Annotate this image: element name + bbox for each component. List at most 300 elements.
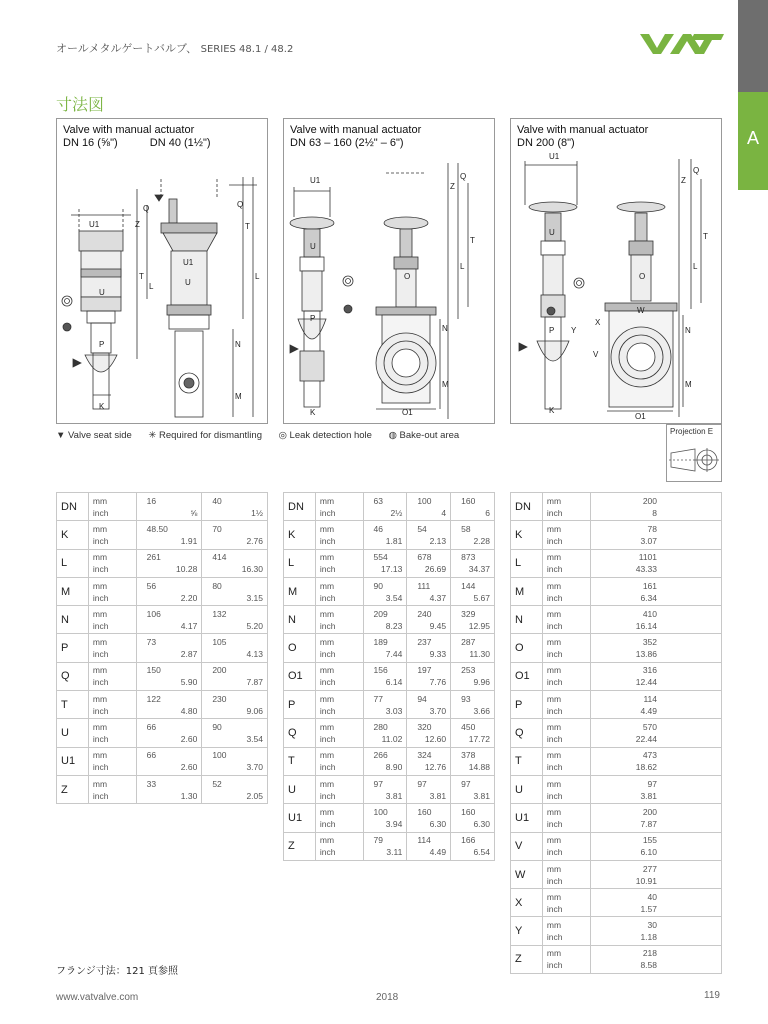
value-cell [590, 549, 721, 577]
param-cell: P [57, 634, 89, 662]
unit-mm: mm [546, 750, 562, 761]
value-inch: 3.07 [640, 535, 657, 546]
param-cell: U1 [511, 804, 543, 832]
unit-mm: mm [92, 778, 108, 789]
projection-label: Projection E [670, 427, 714, 436]
value-inch: 5.20 [246, 620, 263, 631]
table-row [511, 804, 722, 832]
unit-inch: inch [546, 677, 563, 688]
value-mm: 79 [373, 835, 383, 846]
value-inch: 3.94 [385, 818, 403, 829]
unit-mm: mm [319, 495, 335, 506]
value-mm: 200 [212, 665, 227, 676]
value-mm: 105 [212, 637, 227, 648]
value-inch: 6.34 [640, 592, 657, 603]
unit-inch: inch [92, 620, 109, 631]
value-inch: 6 [485, 507, 490, 518]
value-mm: 111 [417, 580, 431, 591]
dimension-table-dn63-160 [283, 492, 495, 861]
dim-label: U1 [89, 220, 100, 229]
value-inch: 18.62 [635, 762, 657, 773]
param-cell: M [57, 577, 89, 605]
value-inch: 1.81 [385, 535, 403, 546]
value-mm: 410 [642, 608, 657, 619]
vat-logo [640, 30, 724, 56]
dim-label: Q [143, 204, 150, 213]
value-mm: 473 [642, 750, 657, 761]
value-cell [136, 493, 202, 521]
value-inch: 6.30 [429, 818, 447, 829]
units-cell [542, 747, 590, 775]
param-cell: U [284, 775, 316, 803]
value-mm: 56 [146, 580, 157, 591]
panel-subtitle-dn40: DN 40 (1½") [149, 137, 211, 149]
units-cell [315, 719, 363, 747]
unit-inch: inch [546, 705, 563, 716]
value-mm: 122 [146, 693, 161, 704]
units-cell [542, 549, 590, 577]
value-mm: 160 [461, 806, 476, 817]
value-cell [451, 662, 495, 690]
value-inch: 11.02 [381, 734, 403, 745]
value-cell [407, 662, 451, 690]
value-mm: 237 [417, 637, 432, 648]
table-header-row [511, 493, 722, 521]
unit-mm: mm [546, 948, 562, 959]
table-row [284, 662, 495, 690]
value-mm: 450 [461, 722, 476, 733]
units-cell [88, 493, 136, 521]
param-cell: P [284, 691, 316, 719]
value-inch: 2.05 [246, 790, 263, 801]
param-cell: K [284, 521, 316, 549]
value-cell [202, 549, 268, 577]
footer-year: 2018 [376, 992, 399, 1003]
side-tab-section[interactable] [738, 92, 768, 190]
table-row [284, 775, 495, 803]
value-inch: 8.90 [385, 762, 403, 773]
value-mm: 66 [146, 750, 157, 761]
value-inch: 3.15 [246, 592, 263, 603]
value-inch: 6.54 [473, 847, 490, 858]
table-row [57, 577, 268, 605]
value-cell [202, 775, 268, 803]
value-cell [136, 577, 202, 605]
unit-inch: inch [319, 564, 336, 575]
param-cell: O1 [284, 662, 316, 690]
value-cell [590, 832, 721, 860]
panel-heading: Valve with manual actuator [517, 124, 649, 136]
unit-mm: mm [546, 608, 562, 619]
table-row [511, 945, 722, 973]
dim-label: K [549, 406, 555, 415]
unit-inch: inch [546, 847, 563, 858]
unit-mm: mm [319, 835, 335, 846]
dimension-table-dn16-40 [56, 492, 268, 804]
panel-subtitle: DN 63 – 160 (2½" – 6") [290, 137, 404, 149]
unit-mm: mm [319, 806, 335, 817]
value-inch: 17.72 [468, 734, 490, 745]
panel-heading: Valve with manual actuator [290, 124, 422, 136]
param-cell: Q [511, 719, 543, 747]
table-row [511, 889, 722, 917]
drawing-panel-dn63-160 [283, 118, 495, 424]
value-cell [590, 775, 721, 803]
dim-label: V [593, 350, 599, 359]
value-cell [407, 804, 451, 832]
unit-mm: mm [92, 665, 108, 676]
table-row [511, 747, 722, 775]
unit-inch: inch [546, 535, 563, 546]
unit-inch: inch [319, 762, 336, 773]
value-inch: 10.91 [635, 875, 657, 886]
header-series: SERIES 48.1 / 48.2 [200, 44, 294, 55]
value-mm: 320 [417, 722, 432, 733]
units-cell [542, 691, 590, 719]
table-row [284, 606, 495, 634]
value-mm: 253 [461, 665, 476, 676]
value-cell [590, 493, 721, 521]
table-row [511, 549, 722, 577]
unit-inch: inch [92, 762, 109, 773]
unit-inch: inch [546, 734, 563, 745]
table-row [57, 662, 268, 690]
value-cell [136, 606, 202, 634]
units-cell [542, 945, 590, 973]
unit-inch: inch [319, 818, 336, 829]
value-inch: 3.03 [385, 705, 403, 716]
value-cell [363, 775, 407, 803]
unit-mm: mm [546, 891, 562, 902]
value-cell [451, 747, 495, 775]
value-cell [202, 691, 268, 719]
units-cell [88, 691, 136, 719]
projection-e-icon [667, 439, 723, 483]
value-inch: ⅝ [190, 507, 198, 518]
value-mm: 166 [461, 835, 476, 846]
dim-label: X [595, 318, 601, 327]
value-inch: 1½ [251, 507, 263, 518]
value-inch: 2.20 [180, 592, 198, 603]
value-inch: 9.06 [246, 705, 263, 716]
drawing-legend [56, 430, 473, 441]
units-cell [542, 804, 590, 832]
value-mm: 197 [417, 665, 432, 676]
unit-mm: mm [319, 523, 335, 534]
param-cell: L [284, 549, 316, 577]
header-title-jp: オールメタルゲートバルブ、 [56, 42, 198, 55]
dim-label: U1 [310, 176, 321, 185]
table-row [284, 804, 495, 832]
value-cell [407, 606, 451, 634]
value-inch: 3.11 [386, 847, 403, 858]
technical-drawing-3 [511, 119, 723, 425]
value-cell [590, 634, 721, 662]
unit-inch: inch [319, 535, 336, 546]
value-mm: 46 [373, 523, 383, 534]
units-cell [88, 719, 136, 747]
section-title: 寸法図 [56, 95, 105, 114]
unit-mm: mm [319, 722, 335, 733]
param-cell: X [511, 889, 543, 917]
value-mm: 97 [373, 778, 383, 789]
units-cell [315, 775, 363, 803]
value-cell [136, 634, 202, 662]
dim-label: Q [693, 166, 700, 175]
param-cell: N [284, 606, 316, 634]
value-mm: 90 [212, 722, 222, 733]
value-inch: 3.70 [429, 705, 447, 716]
value-mm: 16 [146, 495, 157, 506]
value-inch: 8.58 [640, 960, 657, 971]
units-cell [542, 889, 590, 917]
dim-label: Z [450, 182, 455, 191]
value-mm: 54 [417, 523, 427, 534]
value-mm: 155 [642, 835, 657, 846]
value-cell [363, 691, 407, 719]
table-row [284, 634, 495, 662]
dim-label: T [470, 236, 475, 245]
unit-mm: mm [546, 920, 562, 931]
projection-box [666, 424, 722, 482]
value-cell [363, 747, 407, 775]
value-cell [407, 719, 451, 747]
param-cell: Q [57, 662, 89, 690]
value-mm: 352 [642, 637, 657, 648]
param-cell: M [511, 577, 543, 605]
value-mm: 218 [642, 948, 657, 959]
value-cell [451, 775, 495, 803]
table-row [284, 747, 495, 775]
unit-mm: mm [92, 608, 108, 619]
units-cell [315, 606, 363, 634]
value-cell [363, 606, 407, 634]
value-mm: 324 [417, 750, 432, 761]
dim-label: U [99, 288, 105, 297]
value-mm: 209 [373, 608, 388, 619]
unit-inch: inch [319, 649, 336, 660]
value-cell [590, 889, 721, 917]
units-cell [88, 606, 136, 634]
value-inch: 12.44 [635, 677, 657, 688]
technical-drawing-2 [284, 119, 496, 425]
unit-mm: mm [319, 608, 335, 619]
param-cell: U [57, 719, 89, 747]
unit-mm: mm [546, 665, 562, 676]
param-cell: Z [57, 775, 89, 803]
value-cell [202, 606, 268, 634]
value-inch: 2.60 [180, 734, 198, 745]
value-mm: 554 [373, 552, 388, 563]
dim-label: O [639, 272, 646, 281]
dim-label: M [685, 380, 692, 389]
dim-label: P [549, 326, 555, 335]
dim-label: N [235, 340, 241, 349]
unit-inch: inch [92, 705, 109, 716]
unit-inch: inch [546, 507, 563, 518]
value-inch: 7.87 [246, 677, 263, 688]
dim-label: T [703, 232, 708, 241]
value-inch: 2.76 [246, 535, 263, 546]
param-cell: V [511, 832, 543, 860]
dim-label: O [404, 272, 411, 281]
value-inch: 4.37 [429, 592, 447, 603]
value-inch: 34.37 [468, 564, 490, 575]
panel-heading: Valve with manual actuator [63, 124, 195, 136]
dim-label: K [310, 408, 316, 417]
unit-inch: inch [546, 649, 563, 660]
unit-inch: inch [319, 705, 336, 716]
value-inch: 5.67 [473, 592, 490, 603]
table-row [284, 832, 495, 860]
value-cell [363, 577, 407, 605]
unit-mm: mm [546, 523, 562, 534]
value-mm: 97 [461, 778, 471, 789]
value-inch: 3.54 [246, 734, 263, 745]
unit-mm: mm [319, 778, 335, 789]
value-cell [590, 860, 721, 888]
value-cell [590, 521, 721, 549]
value-cell [136, 747, 202, 775]
value-inch: 16.30 [241, 564, 263, 575]
value-inch: 9.33 [429, 649, 447, 660]
table-row [511, 832, 722, 860]
value-cell [136, 775, 202, 803]
units-cell [88, 775, 136, 803]
value-mm: 160 [417, 806, 432, 817]
dim-label: N [685, 326, 691, 335]
unit-inch: inch [92, 535, 109, 546]
param-cell: N [57, 606, 89, 634]
dim-label: Z [681, 176, 686, 185]
value-inch: 2½ [390, 507, 403, 518]
value-cell [202, 493, 268, 521]
units-cell [542, 577, 590, 605]
value-mm: 316 [642, 665, 657, 676]
units-cell [315, 691, 363, 719]
table-row [511, 860, 722, 888]
value-inch: 5.90 [180, 677, 198, 688]
drawing-panel-dn16-40 [56, 118, 268, 424]
flange-footnote: フランジ寸法：121 頁参照 [56, 966, 179, 977]
table-row [284, 521, 495, 549]
value-inch: 4 [441, 507, 447, 518]
value-inch: 2.60 [180, 762, 198, 773]
value-inch: 8 [652, 507, 657, 518]
unit-inch: inch [546, 564, 563, 575]
value-mm: 200 [642, 806, 657, 817]
param-cell: L [511, 549, 543, 577]
value-inch: 3.54 [385, 592, 403, 603]
value-cell [136, 662, 202, 690]
value-inch: 12.76 [424, 762, 447, 773]
value-cell [363, 804, 407, 832]
value-inch: 10.28 [176, 564, 198, 575]
table-header-row [57, 493, 268, 521]
value-cell [407, 747, 451, 775]
value-cell [590, 747, 721, 775]
unit-mm: mm [319, 693, 335, 704]
value-cell [451, 719, 495, 747]
value-cell [407, 549, 451, 577]
value-inch: 16.14 [635, 620, 657, 631]
value-mm: 90 [373, 580, 383, 591]
unit-inch: inch [546, 592, 563, 603]
unit-inch: inch [546, 790, 563, 801]
dim-label: U [549, 228, 555, 237]
dim-label: Q [460, 172, 467, 181]
dim-label: U1 [549, 152, 560, 161]
unit-mm: mm [92, 580, 108, 591]
dim-label: U1 [183, 258, 194, 267]
unit-mm: mm [546, 835, 562, 846]
value-cell [363, 832, 407, 860]
dim-label: K [99, 402, 105, 411]
value-cell [590, 691, 721, 719]
dim-label: L [255, 272, 260, 281]
value-cell [202, 634, 268, 662]
dim-label: T [245, 222, 250, 231]
value-mm: 277 [642, 863, 657, 874]
unit-mm: mm [92, 722, 108, 733]
value-mm: 150 [146, 665, 161, 676]
value-mm: 73 [146, 637, 157, 648]
footer-url[interactable]: www.vatvalve.com [56, 992, 139, 1003]
value-inch: 1.30 [180, 790, 198, 801]
value-mm: 132 [212, 608, 227, 619]
value-inch: 4.49 [640, 705, 657, 716]
value-mm: 48.50 [146, 523, 168, 534]
table-row [284, 691, 495, 719]
unit-mm: mm [546, 580, 562, 591]
unit-mm: mm [546, 495, 562, 506]
table-row [511, 917, 722, 945]
value-mm: 100 [417, 495, 432, 506]
param-cell: O1 [511, 662, 543, 690]
param-cell: Z [511, 945, 543, 973]
units-cell [542, 775, 590, 803]
value-inch: 2.87 [180, 649, 198, 660]
value-mm: 106 [146, 608, 161, 619]
value-inch: 13.86 [635, 649, 657, 660]
value-cell [363, 719, 407, 747]
value-cell [363, 549, 407, 577]
units-cell [315, 747, 363, 775]
unit-mm: mm [546, 863, 562, 874]
value-cell [451, 606, 495, 634]
param-cell: W [511, 860, 543, 888]
value-inch: 3.70 [246, 762, 263, 773]
value-cell [363, 662, 407, 690]
units-cell [542, 493, 590, 521]
unit-inch: inch [92, 649, 109, 660]
value-mm: 63 [373, 495, 383, 506]
value-inch: 8.23 [385, 620, 403, 631]
technical-drawing-1 [57, 119, 269, 425]
table-row [511, 719, 722, 747]
value-cell [590, 577, 721, 605]
units-cell [315, 521, 363, 549]
value-mm: 414 [212, 552, 227, 563]
dim-label: O1 [402, 408, 413, 417]
param-cell: Q [284, 719, 316, 747]
value-mm: 189 [373, 637, 388, 648]
value-mm: 33 [146, 778, 157, 789]
value-inch: 3.81 [640, 790, 657, 801]
value-inch: 4.13 [246, 649, 263, 660]
units-cell [88, 634, 136, 662]
param-cell: U1 [57, 747, 89, 775]
